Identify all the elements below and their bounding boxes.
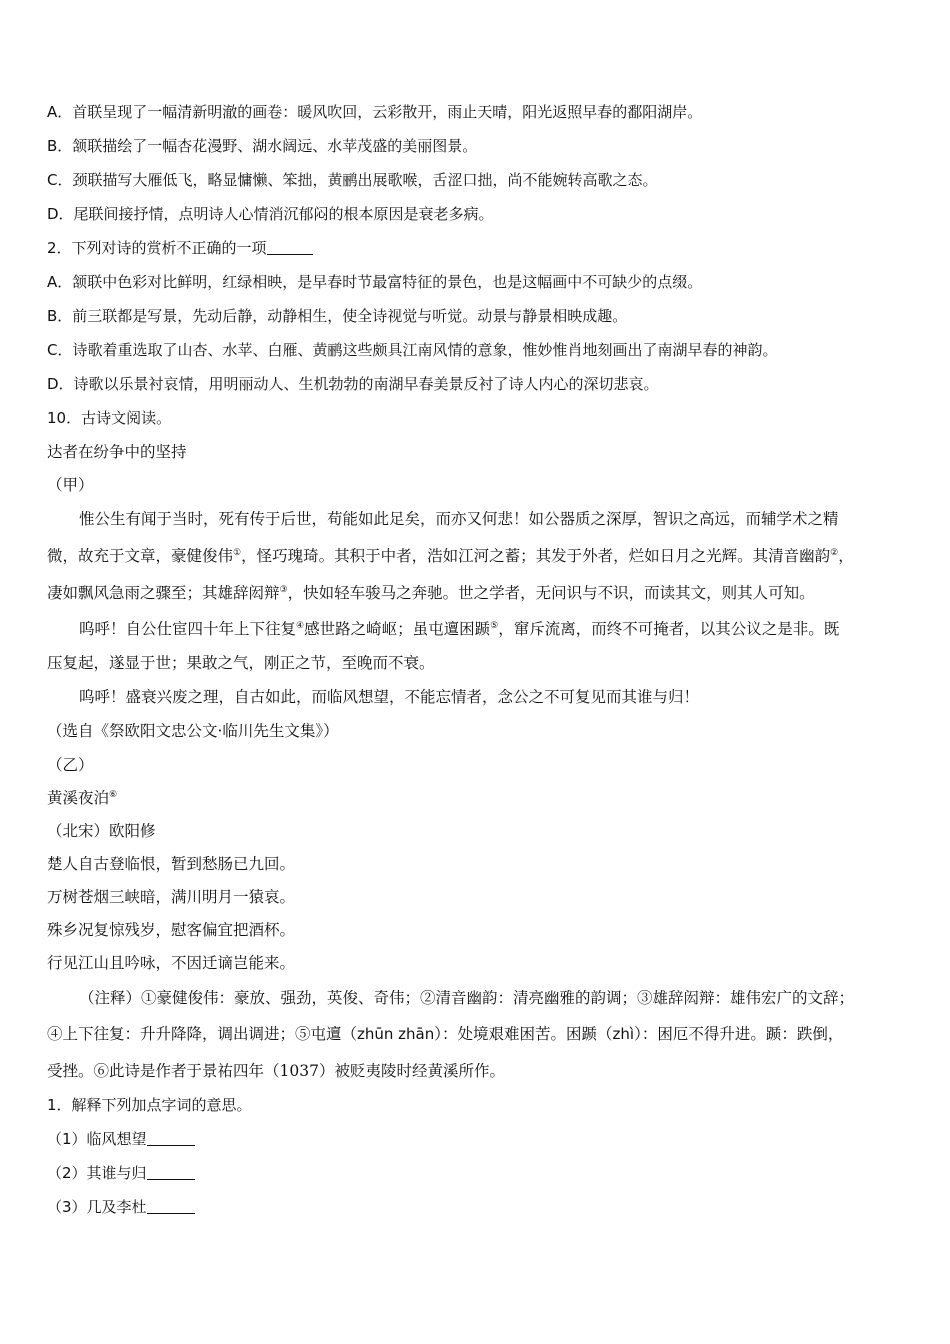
- answer-blank[interactable]: [267, 240, 313, 255]
- answer-blank[interactable]: [147, 1131, 195, 1146]
- q2-stem-text: 2．下列对诗的赏析不正确的一项: [47, 239, 267, 257]
- explain-item-3: [47, 1196, 907, 1218]
- explain-item-1: [47, 1128, 907, 1150]
- explain-stem: 1．解释下列加点字词的意思。: [47, 1096, 252, 1114]
- footnote-marker: ②: [830, 548, 839, 558]
- poem-title: [47, 787, 907, 809]
- jia-p1-line3: [47, 582, 907, 604]
- jia-text: ，窜斥流离，而终不可掩者，以其公议之是非。既: [498, 620, 840, 638]
- pinyin: zhì: [612, 1025, 635, 1043]
- footnote-marker: ④: [296, 621, 305, 631]
- explain-item-text: （2）其谁与归: [47, 1164, 147, 1182]
- jia-text: 感世路之崎岖；虽屯邅困踬: [304, 620, 491, 638]
- jia-text: 呜呼！自公仕宦四十年上下往复: [79, 620, 297, 638]
- part-jia-label: （甲）: [47, 476, 94, 494]
- q2-option-c: C．诗歌着重选取了山杏、水苹、白雁、黄鹂这些颇具江南风情的意象，惟妙惟肖地刻画出了南湖早春的神韵。: [47, 341, 778, 359]
- poem-line: 殊乡况复惊残岁，慰客偏宜把酒杯。: [47, 921, 296, 939]
- q2-option-a: A．颔联中色彩对比鲜明，红绿相映，是早春时节最富特征的景色，也是这幅画中不可缺少的点缀。: [47, 273, 703, 291]
- jia-text: 凄如飘风急雨之骤至；其雄辞闳辩: [47, 584, 280, 602]
- footnote-marker: ③: [279, 585, 288, 595]
- notes-line2: [47, 1023, 907, 1045]
- footnote-marker: ①: [233, 548, 242, 558]
- explain-item-text: （1）临风想望: [47, 1130, 147, 1148]
- jia-text: 微，故充于文章，豪健俊伟: [47, 547, 234, 565]
- jia-text: ，快如轻车骏马之奔驰。世之学者，无问识与不识，而读其文，则其人可知。: [287, 584, 815, 602]
- jia-text: ，: [838, 547, 854, 565]
- jia-text: ，怪巧瑰琦。其积于中者，浩如江河之蓄；其发于外者，烂如日月之光辉。其清音幽韵: [241, 547, 831, 565]
- q1-option-b: B．颔联描绘了一幅杏花漫野、湖水阔远、水苹茂盛的美丽图景。: [47, 137, 478, 155]
- notes-text: ）：困厄不得升进。踬：跌倒，: [634, 1025, 844, 1043]
- poem-author: （北宋）欧阳修: [47, 822, 156, 840]
- jia-p3: 呜呼！盛衰兴废之理，自古如此，而临风想望，不能忘情者，念公之不可复见而其谁与归！: [79, 688, 700, 706]
- jia-p2-line1: [79, 618, 907, 640]
- jia-p1-line1: 惟公生有闻于当时，死有传于后世，苟能如此足矣，而亦又何悲！如公器质之深厚，智识之高远，而辅学术之精: [79, 510, 839, 528]
- q1-option-c: C．颈联描写大雁低飞，略显慵懒、笨拙，黄鹂出展歌喉，舌涩口拙，尚不能婉转高歌之态。: [47, 171, 658, 189]
- q1-option-d: D．尾联间接抒情，点明诗人心情消沉郁闷的根本原因是衰老多病。: [47, 205, 494, 223]
- q2-option-d: D．诗歌以乐景衬哀情，用明丽动人、生机勃勃的南湖早春美景反衬了诗人内心的深切悲哀。: [47, 375, 659, 393]
- notes-text: ④上下往复：升升降降，调出调进；⑤屯邅（: [47, 1025, 358, 1043]
- part-yi-label: （乙）: [47, 756, 94, 774]
- poem-line: 万树苍烟三峡暗，满川明月一猿哀。: [47, 888, 296, 906]
- q10-heading: 10．古诗文阅读。: [47, 409, 172, 427]
- explain-item-text: （3）几及李杜: [47, 1198, 147, 1216]
- notes-line3: 受挫。⑥此诗是作者于景祐四年（1037）被贬夷陵时经黄溪所作。: [47, 1062, 505, 1080]
- answer-blank[interactable]: [147, 1199, 195, 1214]
- q2-option-b: B．前三联都是写景，先动后静，动静相生，使全诗视觉与听觉。动景与静景相映成趣。: [47, 307, 628, 325]
- q1-option-a: A．首联呈现了一幅清新明澈的画卷：暖风吹回，云彩散开，雨止天晴，阳光返照早春的鄱阳湖岸。: [47, 103, 703, 121]
- poem-line: 楚人自古登临恨，暂到愁肠已九回。: [47, 855, 296, 873]
- footnote-marker: ⑤: [490, 621, 499, 631]
- jia-source: （选自《祭欧阳文忠公文·临川先生文集》）: [47, 722, 339, 740]
- q2-stem: [47, 237, 907, 259]
- poem-line: 行见江山且吟咏，不因迁谪岂能来。: [47, 954, 296, 972]
- footnote-marker: ⑥: [109, 790, 118, 800]
- notes-line1: （注释）①豪健俊伟：豪放、强劲，英俊、奇伟；②清音幽韵：清亮幽雅的韵调；③雄辞闳辩：雄伟宏广的文辞；: [79, 989, 855, 1007]
- passage-title: 达者在纷争中的坚持: [47, 443, 187, 461]
- answer-blank[interactable]: [147, 1165, 195, 1180]
- jia-p1-line2: [47, 545, 907, 567]
- jia-p2-line2: 压复起，遂显于世；果敢之气，刚正之节，至晚而不衰。: [47, 654, 435, 672]
- notes-text: ）：处境艰难困苦。困踬（: [434, 1025, 613, 1043]
- pinyin: zhūn zhān: [357, 1025, 435, 1043]
- explain-item-2: [47, 1162, 907, 1184]
- poem-title-text: 黄溪夜泊: [47, 789, 110, 807]
